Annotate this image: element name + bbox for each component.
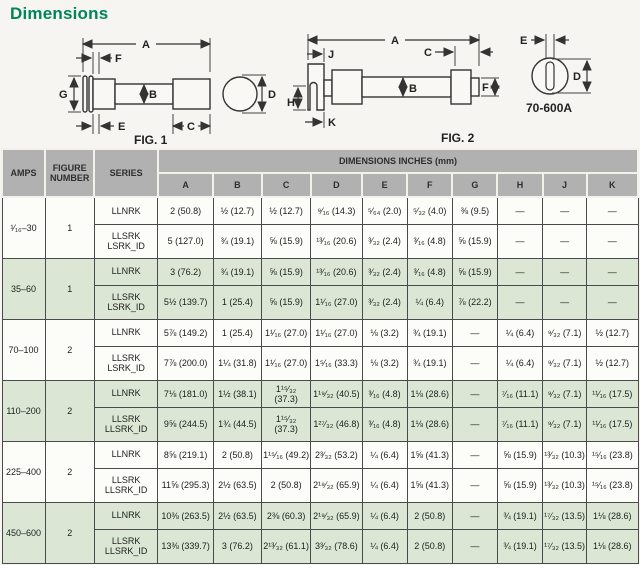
dimension-cell: 1 (25.4) (213, 285, 261, 319)
column-header-figure-number: FIGURE NUMBER (45, 149, 94, 197)
dimension-cell: ⅞ (22.2) (452, 285, 497, 319)
dimension-cell: 1⅝ (41.3) (407, 441, 452, 468)
dimension-cell: ⁹⁄₃₂ (7.1) (543, 346, 587, 380)
dimension-cell: ¹¹⁄₁₆ (17.5) (587, 380, 638, 407)
dimension-cell: 2³⁄₃₂ (53.2) (311, 441, 362, 468)
dimension-cell: 1¾ (44.5) (213, 407, 261, 441)
column-header-series: SERIES (94, 149, 158, 197)
dimension-cell: 5½ (139.7) (158, 285, 213, 319)
table-row (2, 197, 638, 224)
dimension-cell: ³⁄₃₂ (2.4) (362, 258, 407, 285)
fuse2-blade (308, 64, 324, 110)
fuse2-right-cap (451, 70, 471, 104)
dimension-cell: — (452, 319, 497, 346)
dimension-cell: ⁹⁄₁₆ (14.3) (311, 197, 362, 224)
amps-cell: 225–400 (2, 441, 45, 502)
fig2-sublabel: 70-600A (526, 101, 573, 115)
dimension-cell: ¹³⁄₃₂ (10.3) (543, 441, 587, 468)
dimension-cell: 1¹⁄₁₆ (27.0) (311, 285, 362, 319)
fig2-dim-label-k: K (328, 117, 336, 129)
dimension-cell: 2 (50.8) (262, 468, 311, 502)
figure-1-diagram (38, 24, 283, 148)
dimension-cell: 2½ (63.5) (213, 502, 261, 529)
figure-number-cell: 1 (45, 197, 94, 258)
table-row (2, 502, 638, 529)
dimension-cell: ⁹⁄₃₂ (7.1) (543, 319, 587, 346)
amps-cell: 35–60 (2, 258, 45, 319)
dimension-cell: ³⁄₁₆ (4.8) (407, 224, 452, 258)
series-cell: LLSRK LLSRK_ID (94, 529, 158, 563)
dimension-cell: ⅛ (3.2) (362, 319, 407, 346)
dimension-cell: ½ (12.7) (213, 197, 261, 224)
dimension-cell: ⅛ (3.2) (362, 346, 407, 380)
dimension-cell: ¹³⁄₁₆ (20.6) (311, 258, 362, 285)
table-row (2, 380, 638, 407)
dimension-cell: — (497, 285, 542, 319)
series-cell: LLNRK (94, 502, 158, 529)
dimension-cell: 9⅝ (244.5) (158, 407, 213, 441)
page-title: Dimensions (10, 4, 109, 23)
fig2-dim-label-b: B (409, 83, 417, 95)
dimension-cell: — (497, 197, 542, 224)
figure-1-caption: FIG. 1 (134, 133, 168, 147)
dimension-cell: — (543, 224, 587, 258)
dimension-cell: ¾ (19.1) (407, 319, 452, 346)
dimension-cell: ⅝ (15.9) (262, 285, 311, 319)
dimension-cell: 2¹⁹⁄₃₂ (65.9) (311, 502, 362, 529)
figure-number-cell: 2 (45, 319, 94, 380)
dimension-cell: 1⅝ (41.3) (407, 468, 452, 502)
dimension-cell: 3³⁄₃₂ (78.6) (311, 529, 362, 563)
fig2-dim-label-c: C (424, 47, 432, 59)
dimension-cell: ⅜ (9.5) (452, 197, 497, 224)
dimension-cell: 1²⁷⁄₃₂ (46.8) (311, 407, 362, 441)
dimension-cell: ³⁄₁₆ (4.8) (407, 258, 452, 285)
dimension-cell: ³⁄₃₂ (2.4) (362, 285, 407, 319)
fuse1-end-view (223, 77, 257, 111)
series-cell: LLNRK (94, 319, 158, 346)
column-header-k: K (587, 173, 638, 197)
dimension-cell: 1⁵⁄₁₆ (33.3) (311, 346, 362, 380)
dimension-cell: ½ (12.7) (587, 346, 638, 380)
dimension-cell: 2¹⁹⁄₃₂ (65.9) (311, 468, 362, 502)
column-header-dimensions: DIMENSIONS INCHES (mm) (158, 149, 638, 173)
amps-cell: 110–200 (2, 380, 45, 441)
fig2-dim-label-f: F (482, 82, 489, 94)
dimension-cell: ⅝ (15.9) (262, 258, 311, 285)
fuse2-left-cap (332, 70, 362, 104)
amps-cell: 450–600 (2, 502, 45, 563)
dimension-cell: ¼ (6.4) (497, 319, 542, 346)
dimension-cell: ¹⁷⁄₃₂ (13.5) (543, 529, 587, 563)
fig1-dim-label-f: F (115, 53, 122, 65)
dimension-cell: ¼ (6.4) (497, 346, 542, 380)
dimension-cell: 3 (76.2) (213, 529, 261, 563)
dimension-cell: ⅝ (15.9) (497, 468, 542, 502)
dimension-cell: ⅝ (15.9) (262, 224, 311, 258)
dimension-cell: 1¹⁄₁₆ (27.0) (311, 319, 362, 346)
figure-number-cell: 1 (45, 258, 94, 319)
dimension-cell: — (452, 380, 497, 407)
figure-2-caption: FIG. 2 (441, 131, 475, 145)
dimension-cell: ³⁄₁₆ (4.8) (362, 407, 407, 441)
table-row (2, 319, 638, 346)
column-header-h: H (497, 173, 542, 197)
dimension-cell: — (587, 285, 638, 319)
fig1-dim-label-d: D (268, 89, 276, 101)
figure-2-diagram (281, 24, 640, 148)
fig2-dim-label-h: H (287, 97, 295, 109)
dimension-cell: 2⅜ (60.3) (262, 502, 311, 529)
figure-number-cell: 2 (45, 502, 94, 563)
fuse2-neck (324, 80, 332, 96)
series-cell: LLSRK LSRK_ID (94, 346, 158, 380)
series-cell: LLNRK (94, 380, 158, 407)
dimension-cell: 11⅝ (295.3) (158, 468, 213, 502)
dimension-cell: — (587, 258, 638, 285)
dimension-cell: 7⅛ (181.0) (158, 380, 213, 407)
dimension-cell: 10⅜ (263.5) (158, 502, 213, 529)
dimension-cell: ¼ (6.4) (407, 285, 452, 319)
dimension-cell: ½ (12.7) (262, 197, 311, 224)
dimension-cell: ⁵⁄₆₄ (2.0) (362, 197, 407, 224)
dimension-cell: 5⅞ (149.2) (158, 319, 213, 346)
amps-cell: ¹⁄₁₆–30 (2, 197, 45, 258)
dimension-cell: ³⁄₃₂ (2.4) (362, 224, 407, 258)
dimension-cell: 2 (50.8) (158, 197, 213, 224)
dimension-cell: 2¹³⁄₃₂ (61.1) (262, 529, 311, 563)
dimension-cell: — (452, 441, 497, 468)
series-cell: LLSRK LLSRK_ID (94, 468, 158, 502)
dimension-cell: — (452, 407, 497, 441)
dimension-cell: ¼ (6.4) (362, 468, 407, 502)
dimension-cell: ¼ (6.4) (362, 502, 407, 529)
fig2-dim-label-j: J (328, 49, 335, 61)
dimension-cell: 1 (25.4) (213, 319, 261, 346)
dimension-cell: ¼ (6.4) (362, 529, 407, 563)
fuse1-left-cap (93, 79, 115, 109)
fig1-dim-label-a: A (142, 39, 150, 51)
dimension-cell: 1⅛ (28.6) (407, 407, 452, 441)
table-row (2, 529, 638, 563)
dimension-cell: ¾ (19.1) (497, 529, 542, 563)
dimension-cell: — (587, 224, 638, 258)
header-row-1 (2, 149, 638, 173)
table-row (2, 224, 638, 258)
dimension-cell: ⁹⁄₃₂ (7.1) (543, 380, 587, 407)
dimensions-table (1, 148, 639, 564)
dimension-cell: ¾ (19.1) (213, 224, 261, 258)
table-row (2, 407, 638, 441)
dimension-cell: — (497, 224, 542, 258)
dimension-cell: ½ (12.7) (587, 319, 638, 346)
dimension-cell: 2 (50.8) (407, 529, 452, 563)
column-header-j: J (543, 173, 587, 197)
column-header-g: G (452, 173, 497, 197)
dimension-cell: 1¹⁵⁄₃₂ (37.3) (262, 407, 311, 441)
fuse1-right-cap (173, 79, 210, 109)
dimension-cell: ¹⁵⁄₁₆ (23.8) (587, 468, 638, 502)
column-header-a: A (158, 173, 213, 197)
fig2-dim-label-e: E (520, 35, 528, 47)
dimension-cell: 1⅛ (28.6) (587, 529, 638, 563)
dimension-cell: ¾ (19.1) (213, 258, 261, 285)
table-row (2, 346, 638, 380)
dimension-cell: ¾ (19.1) (497, 502, 542, 529)
dimension-cell: 1¹⁄₁₆ (27.0) (262, 319, 311, 346)
dimension-cell: 1¹⁵⁄₃₂ (37.3) (262, 380, 311, 407)
dimension-cell: ¼ (6.4) (362, 441, 407, 468)
dimension-cell: ⁷⁄₁₆ (11.1) (497, 380, 542, 407)
dimension-cell: — (543, 258, 587, 285)
series-cell: LLSRK LSRK_ID (94, 285, 158, 319)
dimension-cell: — (543, 285, 587, 319)
column-header-b: B (213, 173, 261, 197)
series-cell: LLNRK (94, 258, 158, 285)
column-header-d: D (311, 173, 362, 197)
column-header-e: E (362, 173, 407, 197)
dimension-cell: 1¼ (31.8) (213, 346, 261, 380)
fig1-dim-label-g: G (59, 89, 68, 101)
dimension-cell: 1¹⁹⁄₃₂ (40.5) (311, 380, 362, 407)
column-header-f: F (407, 173, 452, 197)
dimension-cell: ¹⁵⁄₁₆ (23.8) (587, 441, 638, 468)
table-row (2, 468, 638, 502)
dimension-cell: 1¹⁵⁄₁₆ (49.2) (262, 441, 311, 468)
dimension-cell: 3 (76.2) (158, 258, 213, 285)
dimension-cell: ⅝ (15.9) (452, 258, 497, 285)
fuse2-end-view (532, 58, 568, 94)
dimension-cell: 1⅛ (28.6) (407, 380, 452, 407)
table-row (2, 285, 638, 319)
dimension-cell: — (452, 346, 497, 380)
dimension-cell: ³⁄₁₆ (4.8) (362, 380, 407, 407)
dimension-cell: 2 (50.8) (407, 502, 452, 529)
fig1-dim-label-c: C (187, 121, 195, 133)
series-cell: LLSRK LSRK_ID (94, 224, 158, 258)
series-cell: LLSRK LLSRK_ID (94, 407, 158, 441)
column-header-amps: AMPS (2, 149, 45, 197)
dimension-cell: 13⅜ (339.7) (158, 529, 213, 563)
dimension-cell: — (452, 468, 497, 502)
dimension-cell: — (587, 197, 638, 224)
series-cell: LLNRK (94, 197, 158, 224)
table-row (2, 441, 638, 468)
fig2-dim-label-a: A (391, 35, 399, 47)
dimension-cell: ¹⁷⁄₃₂ (13.5) (543, 502, 587, 529)
series-cell: LLNRK (94, 441, 158, 468)
dimension-cell: ¹³⁄₁₆ (20.6) (311, 224, 362, 258)
dimension-cell: 2½ (63.5) (213, 468, 261, 502)
dimension-cell: 1½ (38.1) (213, 380, 261, 407)
dimension-cell: — (497, 258, 542, 285)
fuse2-body (362, 77, 451, 97)
dimension-cell: ¹³⁄₃₂ (10.3) (543, 468, 587, 502)
dimension-cell: — (452, 529, 497, 563)
figure-number-cell: 2 (45, 380, 94, 441)
fig1-dim-label-b: B (149, 89, 157, 101)
table-row (2, 258, 638, 285)
dimension-cell: 2 (50.8) (213, 441, 261, 468)
column-header-c: C (262, 173, 311, 197)
dimension-cell: ⅝ (15.9) (452, 224, 497, 258)
dimension-cell: 1¹⁄₁₆ (27.0) (262, 346, 311, 380)
dimension-cell: ¾ (19.1) (407, 346, 452, 380)
dimension-cell: 5 (127.0) (158, 224, 213, 258)
fig1-dim-label-e: E (118, 121, 126, 133)
fuse2-stub (471, 78, 479, 96)
fuse1-ring (83, 76, 87, 112)
figures-section (0, 24, 640, 148)
dimension-cell: 8⅝ (219.1) (158, 441, 213, 468)
dimension-cell: ⁹⁄₃₂ (7.1) (543, 407, 587, 441)
amps-cell: 70–100 (2, 319, 45, 380)
dimension-cell: ⁷⁄₁₆ (11.1) (497, 407, 542, 441)
dimension-cell: — (452, 502, 497, 529)
fig2-dim-label-d: D (573, 71, 581, 83)
dimension-cell: — (543, 197, 587, 224)
dimension-cell: ⅝ (15.9) (497, 441, 542, 468)
dimension-cell: ¹¹⁄₁₆ (17.5) (587, 407, 638, 441)
dimension-cell: 1⅛ (28.6) (587, 502, 638, 529)
figure-number-cell: 2 (45, 441, 94, 502)
dimension-cell: ⁵⁄₃₂ (4.0) (407, 197, 452, 224)
dimension-cell: 7⅞ (200.0) (158, 346, 213, 380)
